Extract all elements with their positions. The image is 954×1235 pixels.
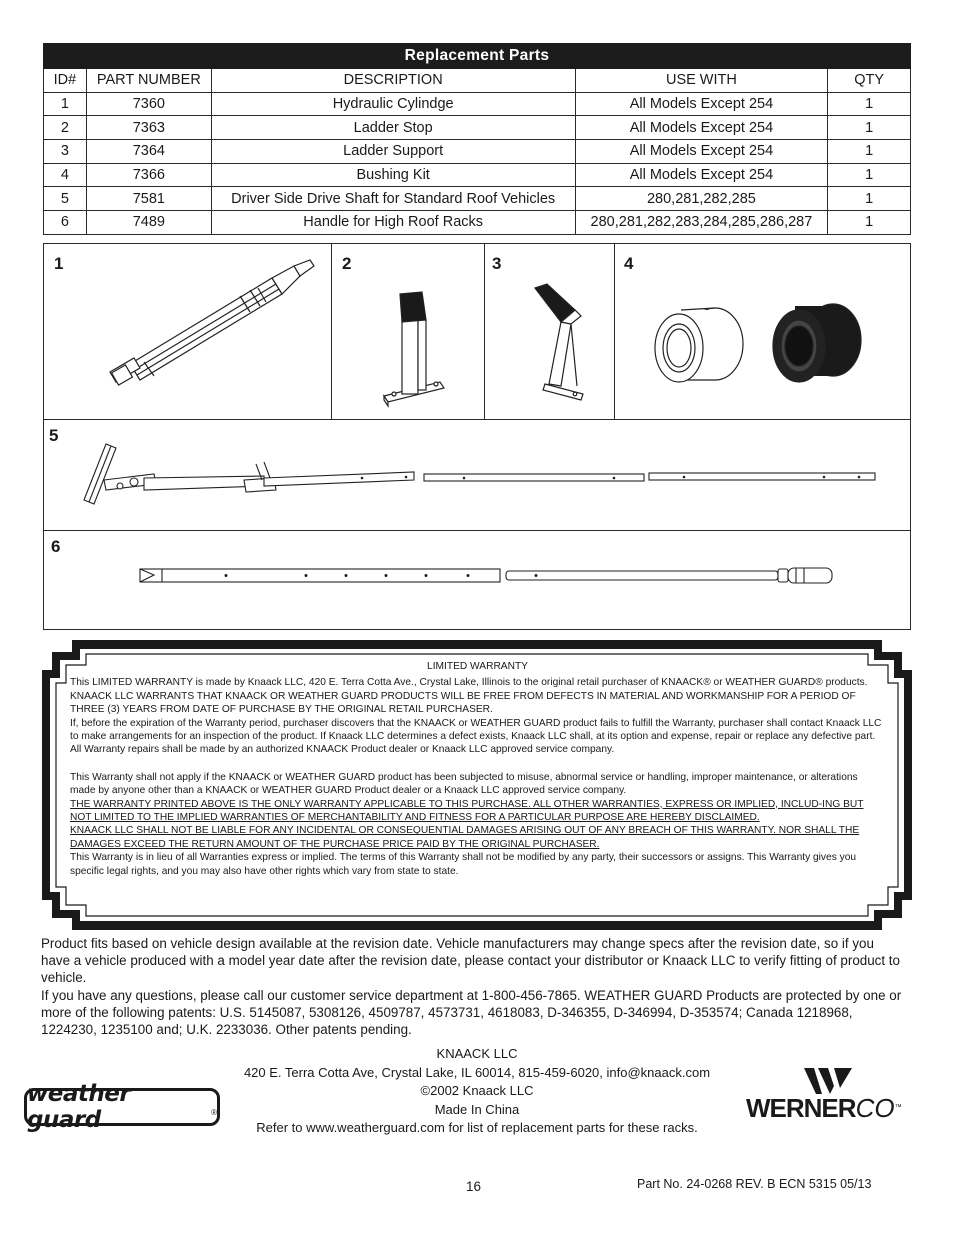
part-4-label: 4 — [624, 254, 634, 273]
weather-guard-logo-text: weather guard — [27, 1081, 131, 1133]
part-5-panel — [43, 419, 911, 531]
cell-id: 5 — [44, 187, 87, 211]
warranty-title: LIMITED WARRANTY — [427, 661, 528, 672]
made-in: Made In China — [434, 1102, 520, 1117]
part-5-label: 5 — [49, 426, 59, 445]
cell-qty: 1 — [828, 211, 911, 235]
weather-guard-logo — [24, 1081, 220, 1133]
bushing-kit-illustration — [615, 244, 910, 419]
warranty-paragraph: This Warranty is in lieu of all Warranties express or implied. The terms of this Warranty shall not be modified by any party, their successors or assigns. This Warranty gives you specific legal rights, and you may also have other rights which vary from state to state. — [70, 852, 857, 877]
part-3-panel — [484, 243, 615, 420]
ladder-stop-illustration — [332, 244, 484, 419]
copyright: ©2002 Knaack LLC — [420, 1083, 534, 1098]
table-row — [44, 140, 911, 164]
part-1-label: 1 — [54, 254, 64, 273]
co-text: CO — [855, 1093, 895, 1123]
patents-note: If you have any questions, please call our customer service department at 1-800-456-7865. WEATHER GUARD Products are protected by one or more of the following patents: U.S. 5145087, 5308126, 4509787, 4573731, 4618083, D-346355, D-346994, D-353574; Canada 1218968, 1224230, 1235100 and; U.K. 2233036. Other patents pending. — [41, 988, 902, 1037]
company-address: 420 E. Terra Cotta Ave, Crystal Lake, IL 60014, 815-459-6020, info@knaack.com — [243, 1065, 711, 1080]
cell-description: Ladder Support — [211, 140, 575, 164]
refer-note: Refer to www.weatherguard.com for list of replacement parts for these racks. — [256, 1120, 698, 1135]
table-title: Replacement Parts — [44, 44, 911, 69]
header-description: DESCRIPTION — [211, 69, 575, 93]
part-1-panel — [43, 243, 332, 420]
warranty-disclaimer: THE WARRANTY PRINTED ABOVE IS THE ONLY WARRANTY APPLICABLE TO THIS PURCHASE. ALL OTHER WARRANTIES, EXPRESS OR IMPLIED, INCLUD-ING BUT NOT LIMITED TO THE IMPLIED WARRANTIES OF MERCHANTABILITY AND FITNESS FOR A PARTICULAR PURPOSE ARE HEREBY DISCLAIMED. — [70, 798, 864, 824]
warranty-paragraph: This Warranty shall not apply if the KNAACK or WEATHER GUARD product has been subjected to misuse, abnormal service or handling, improper maintenance, or alterations made by anyone other than a KNAACK or WEATHER GUARD Product dealer or a Knaack LLC approved service company. — [70, 771, 858, 797]
table-row — [44, 211, 911, 235]
wernerco-logo — [746, 1066, 926, 1126]
cell-use-with: All Models Except 254 — [575, 92, 828, 116]
limited-warranty-text — [70, 660, 885, 878]
cell-description: Hydraulic Cylindge — [211, 92, 575, 116]
cell-part-number: 7489 — [86, 211, 211, 235]
warranty-paragraph: This LIMITED WARRANTY is made by Knaack LLC, 420 E. Terra Cotta Ave., Crystal Lake, Illinois to the original retail purchaser of KNAACK® or WEATHER GUARD® products. — [70, 677, 868, 689]
part-4-panel — [614, 243, 911, 420]
warranty-liability: KNAACK LLC SHALL NOT BE LIABLE FOR ANY INCIDENTAL OR CONSEQUENTIAL DAMAGES ARISING OUT OF ANY BREACH OF THIS WARRANTY. NOR SHALL THE DAMAGES EXCEED THE RETURN AMOUNT OF THE PURCHASE PRICE PAID BY THE ORIGINAL PURCHASER. — [70, 825, 860, 850]
cell-description: Handle for High Roof Racks — [211, 211, 575, 235]
trademark-icon: ™ — [894, 1104, 902, 1111]
registered-mark-icon: ® — [211, 1108, 217, 1117]
cell-part-number: 7363 — [86, 116, 211, 140]
page-number: 16 — [466, 1179, 482, 1194]
drive-shaft-illustration — [44, 420, 910, 530]
hydraulic-cylinder-illustration — [44, 244, 331, 419]
cell-part-number: 7366 — [86, 163, 211, 187]
cell-use-with: 280,281,282,283,284,285,286,287 — [575, 211, 828, 235]
table-row — [44, 116, 911, 140]
part-3-label: 3 — [492, 254, 502, 273]
wernerco-w-mark-icon — [804, 1068, 864, 1094]
vehicle-fit-note: Product fits based on vehicle design available at the revision date. Vehicle manufacturers may change specs after the revision date, so if you have a vehicle produced with a model year date after the revision date, please contact your distributor or Knaack LLC to verify fitting of product to vehicle. — [41, 936, 900, 985]
cell-part-number: 7364 — [86, 140, 211, 164]
cell-use-with: All Models Except 254 — [575, 116, 828, 140]
cell-part-number: 7581 — [86, 187, 211, 211]
cell-use-with: 280,281,282,285 — [575, 187, 828, 211]
cell-qty: 1 — [828, 187, 911, 211]
cell-id: 3 — [44, 140, 87, 164]
handle-illustration — [44, 531, 910, 629]
table-row — [44, 187, 911, 211]
cell-use-with: All Models Except 254 — [575, 163, 828, 187]
cell-description: Driver Side Drive Shaft for Standard Roof Vehicles — [211, 187, 575, 211]
part-2-panel — [331, 243, 485, 420]
cell-qty: 1 — [828, 140, 911, 164]
header-qty: QTY — [828, 69, 911, 93]
cell-id: 2 — [44, 116, 87, 140]
table-row — [44, 163, 911, 187]
warranty-paragraph: KNAACK LLC WARRANTS THAT KNAACK OR WEATHER GUARD PRODUCTS WILL BE FREE FROM DEFECTS IN MATERIAL AND WORKMANSHIP FOR A PERIOD OF THREE (3) YEARS FROM DATE OF PURCHASE BY THE ORIGINAL RETAIL PURCHASER. — [70, 690, 856, 716]
header-use-with: USE WITH — [575, 69, 828, 93]
table-header-row — [44, 69, 911, 93]
cell-id: 6 — [44, 211, 87, 235]
cell-use-with: All Models Except 254 — [575, 140, 828, 164]
header-part-number: PART NUMBER — [86, 69, 211, 93]
part-6-label: 6 — [51, 537, 61, 556]
table-row — [44, 92, 911, 116]
werner-text: WERNER — [746, 1093, 856, 1123]
cell-description: Bushing Kit — [211, 163, 575, 187]
cell-id: 1 — [44, 92, 87, 116]
cell-qty: 1 — [828, 163, 911, 187]
replacement-parts-table — [43, 43, 911, 235]
cell-description: Ladder Stop — [211, 116, 575, 140]
warranty-paragraph: If, before the expiration of the Warranty period, purchaser discovers that the KNAACK or WEATHER GUARD product fails to fulfill the Warranty, purchaser shall contact Knaack LLC to make arrangements for an inspection of the product. If Knaack LLC determines a defect exists, Knaack LLC shall, at its option and expense, repair or replace any defective part. All Warranty repairs shall be made by an authorized KNAACK Product dealer or Knaack LLC approved service company. — [70, 717, 882, 756]
part-2-label: 2 — [342, 254, 352, 273]
ladder-support-illustration — [485, 244, 614, 419]
company-name: KNAACK LLC — [436, 1046, 518, 1061]
cell-id: 4 — [44, 163, 87, 187]
header-id: ID# — [44, 69, 87, 93]
part-number-footer: Part No. 24-0268 REV. B ECN 5315 05/13 — [637, 1177, 872, 1191]
wernerco-logo-text — [746, 1094, 902, 1122]
cell-part-number: 7360 — [86, 92, 211, 116]
cell-qty: 1 — [828, 92, 911, 116]
part-6-panel — [43, 530, 911, 630]
cell-qty: 1 — [828, 116, 911, 140]
